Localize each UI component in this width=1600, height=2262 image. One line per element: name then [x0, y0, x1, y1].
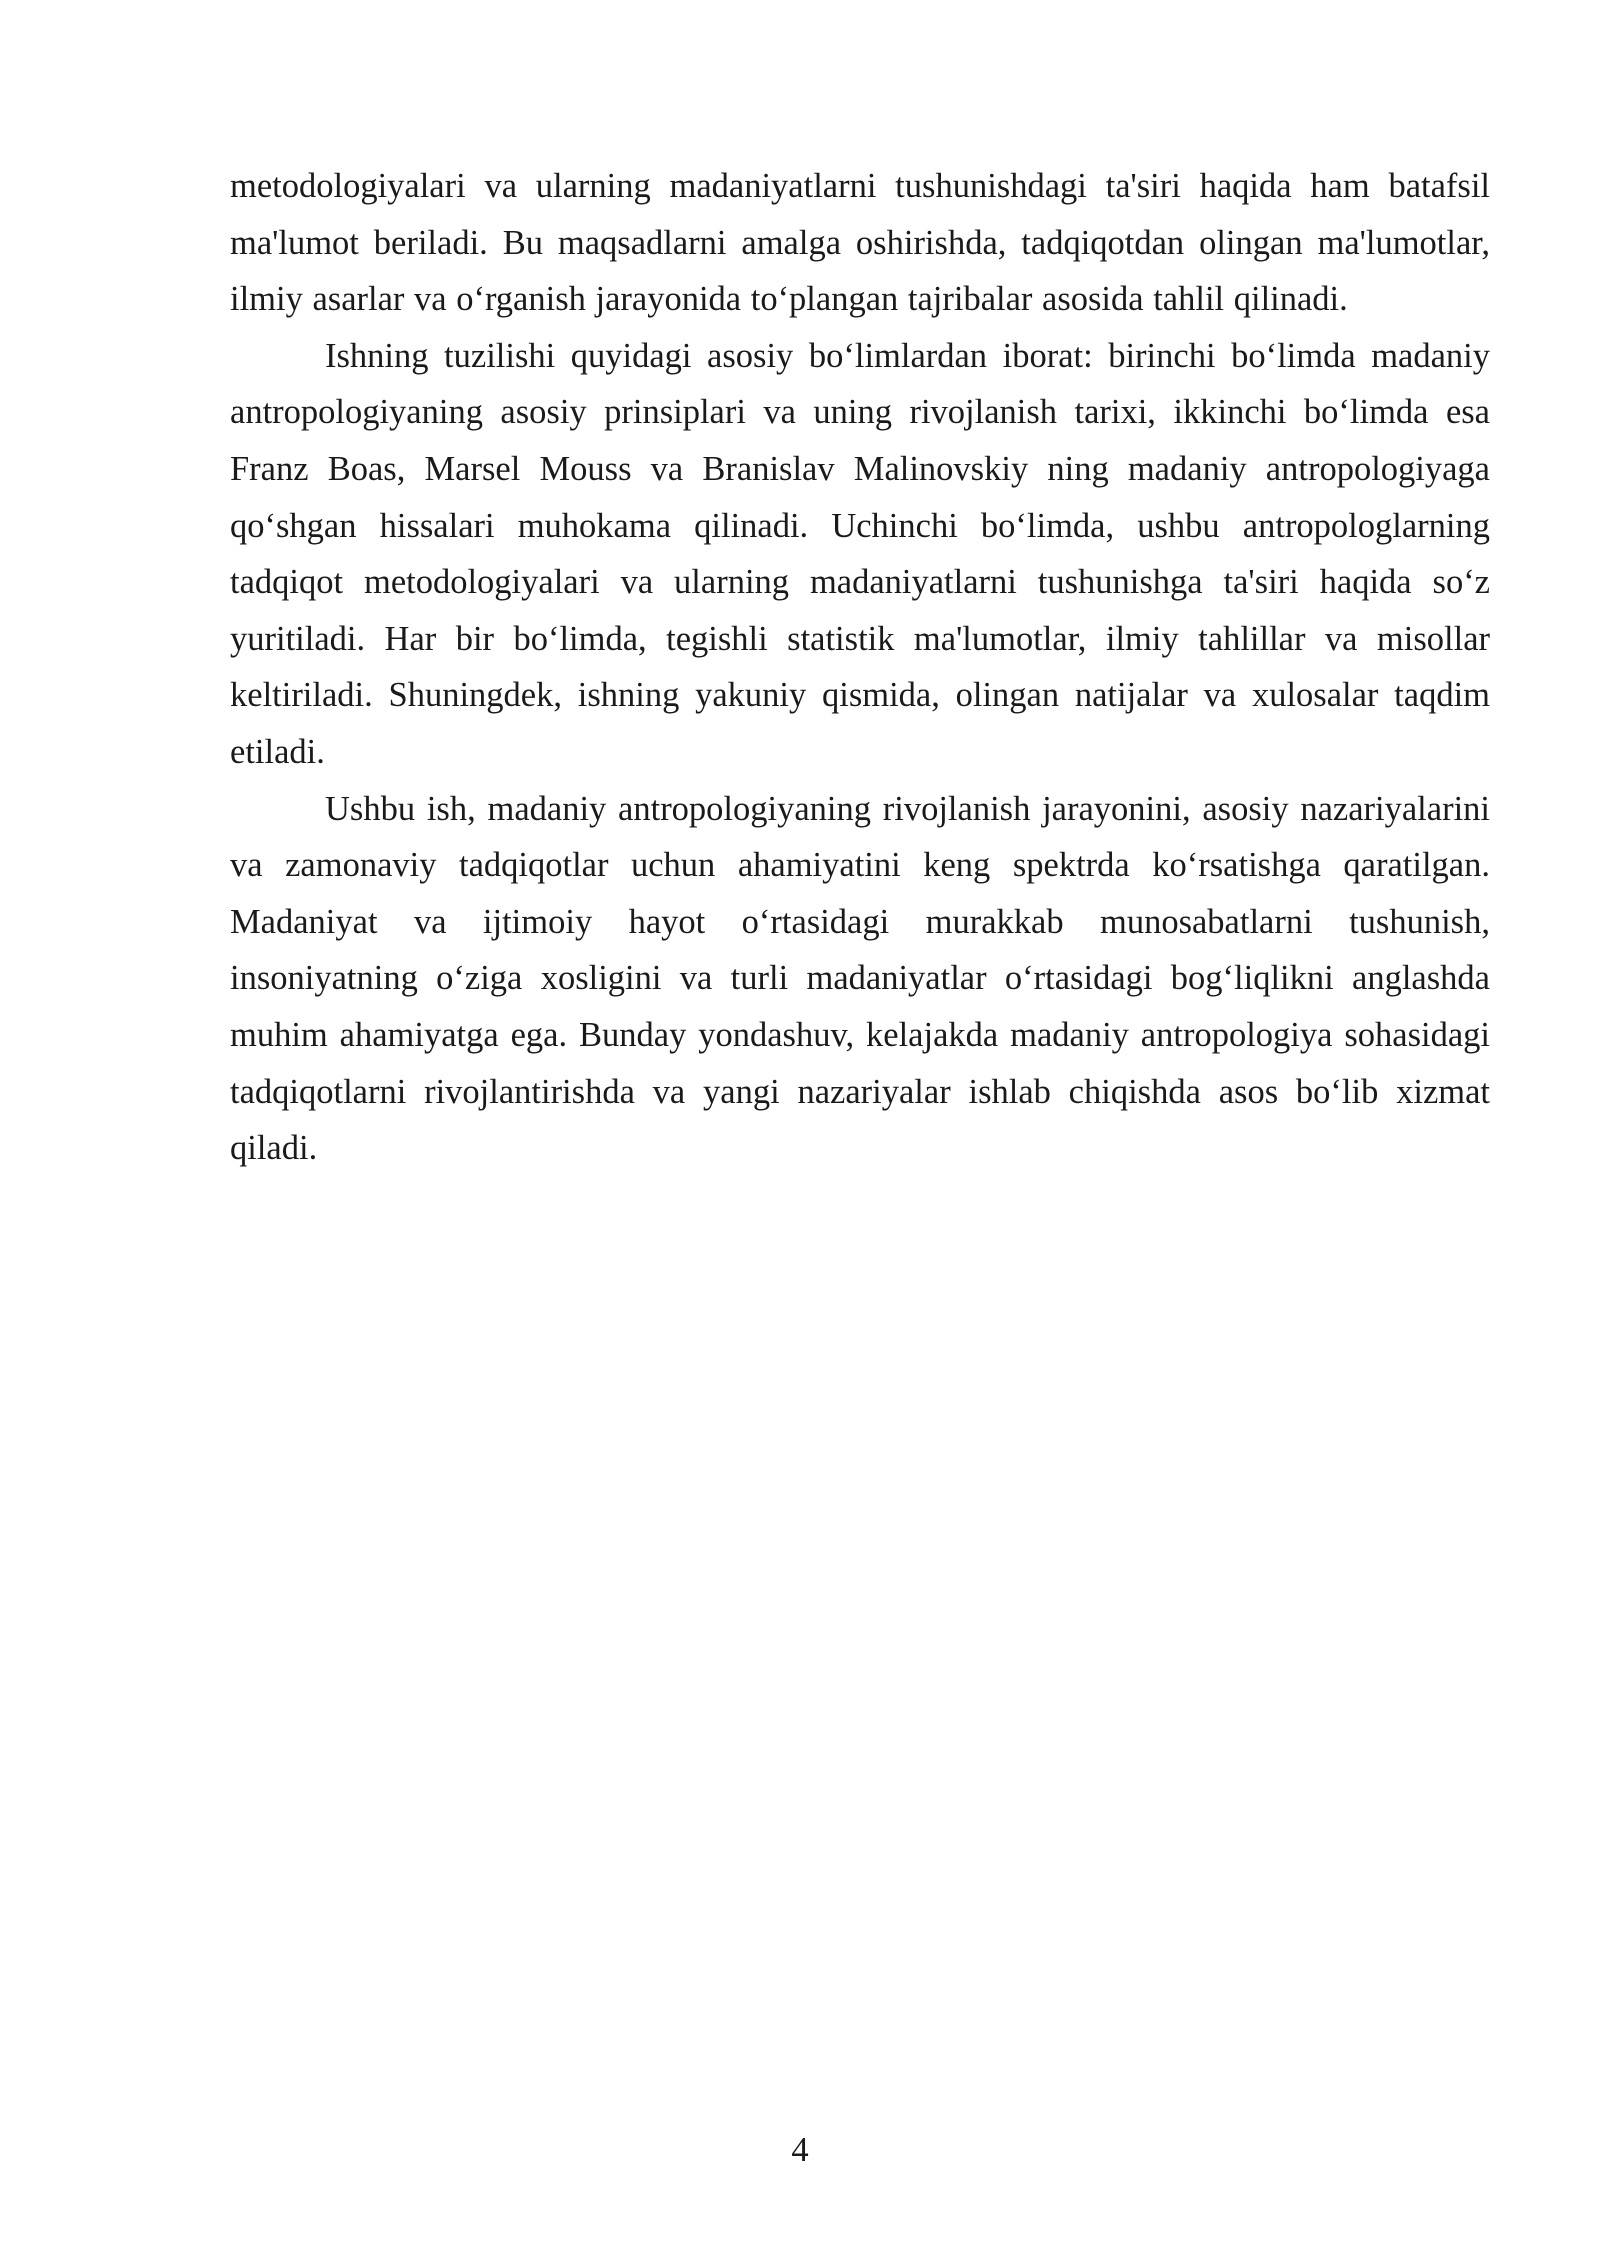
page-body — [230, 158, 1490, 1177]
page-number: 4 — [791, 2131, 809, 2169]
paragraph-purpose: Ushbu ish, madaniy antropologiyaning rivojlanish jarayonini, asosiy nazariyalarini va zamonaviy tadqiqotlar uchun ahamiyatini keng spektrda ko‘rsatishga qaratilgan. Madaniyat va ijtimoiy hayot o‘rtasidagi murakkab munosabatlarni tushunish, insoniyatning o‘ziga xosligini va turli madaniyatlar o‘rtasidagi bog‘liqlikni anglashda muhim ahamiyatga ega. Bunday yondashuv, kelajakda madaniy antropologiya sohasidagi tadqiqotlarni rivojlantirishda va yangi nazariyalar ishlab chiqishda asos bo‘lib xizmat qiladi. — [230, 789, 1490, 1168]
paragraph-continuation: metodologiyalari va ularning madaniyatlarni tushunishdagi ta'siri haqida ham batafsil ma'lumot beriladi. Bu maqsadlarni amalga oshirishda, tadqiqotdan olingan ma'lumotlar, ilmiy asarlar va o‘rganish jarayonida to‘plangan tajribalar asosida tahlil qilinadi. — [230, 167, 1490, 319]
paragraph-structure: Ishning tuzilishi quyidagi asosiy bo‘limlardan iborat: birinchi bo‘limda madaniy antropologiyaning asosiy prinsiplari va uning rivojlanish tarixi, ikkinchi bo‘limda esa Franz Boas, Marsel Mouss va Branislav Malinovskiy ning madaniy antropologiyaga qo‘shgan hissalari muhokama qilinadi. Uchinchi bo‘limda, ushbu antropologlarning tadqiqot metodologiyalari va ularning madaniyatlarni tushunishga ta'siri haqida so‘z yuritiladi. Har bir bo‘limda, tegishli statistik ma'lumotlar, ilmiy tahlillar va misollar keltiriladi. Shuningdek, ishning yakuniy qismida, olingan natijalar va xulosalar taqdim etiladi. — [230, 336, 1490, 771]
